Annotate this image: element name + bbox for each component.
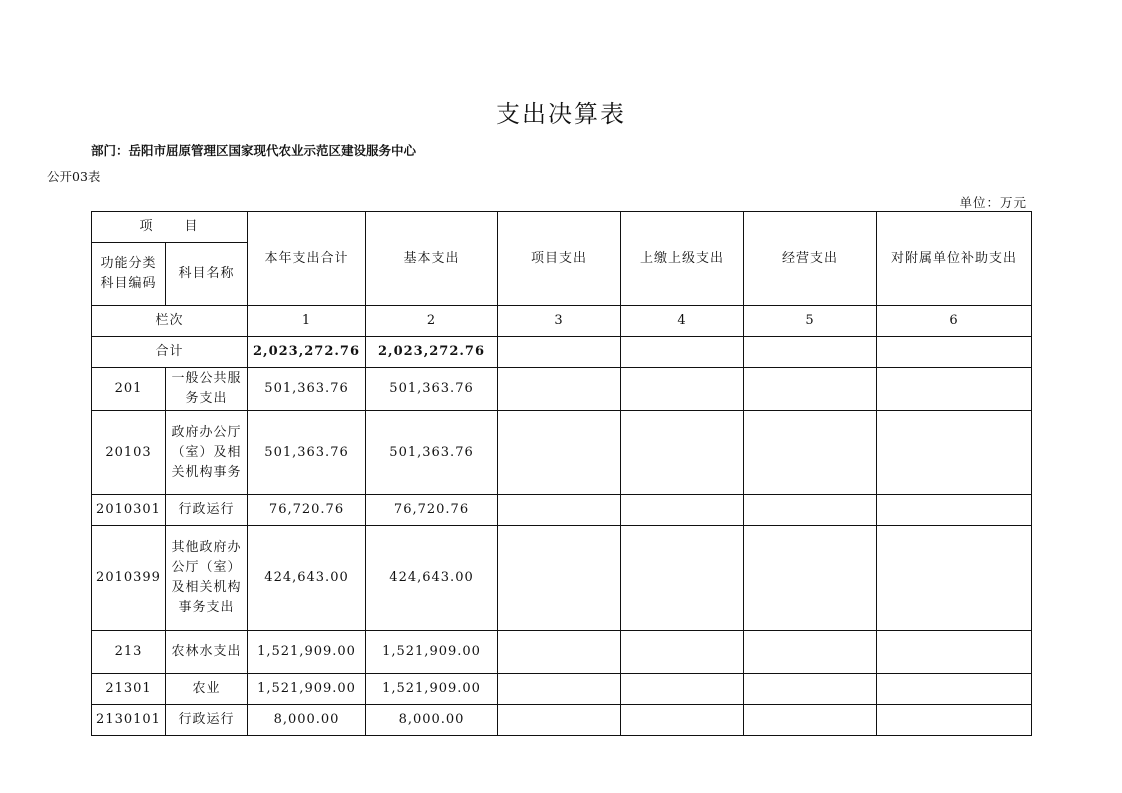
row-value: 501,363.76 (248, 411, 366, 495)
total-label: 合计 (92, 337, 248, 368)
total-value: 2,023,272.76 (366, 337, 498, 368)
total-row (92, 337, 1032, 368)
row-value (621, 526, 744, 631)
header-col-4: 上缴上级支出 (621, 212, 744, 306)
header-name: 科目名称 (166, 243, 248, 306)
row-value: 501,363.76 (366, 368, 498, 411)
row-value: 8,000.00 (366, 705, 498, 736)
header-col-6: 对附属单位补助支出 (877, 212, 1032, 306)
row-name: 农业 (166, 674, 248, 705)
total-value (621, 337, 744, 368)
expenditure-table (91, 211, 1032, 736)
row-code: 2010301 (92, 495, 166, 526)
row-label: 栏次 (92, 306, 248, 337)
table-row (92, 368, 1032, 411)
col-number: 4 (621, 306, 744, 337)
row-code: 21301 (92, 674, 166, 705)
table-row (92, 495, 1032, 526)
total-value (877, 337, 1032, 368)
row-name: 一般公共服务支出 (166, 368, 248, 411)
row-value (744, 526, 877, 631)
row-value (744, 631, 877, 674)
row-value (621, 674, 744, 705)
row-value (621, 495, 744, 526)
table-row (92, 411, 1032, 495)
col-number: 2 (366, 306, 498, 337)
header-col-1: 本年支出合计 (248, 212, 366, 306)
row-code: 20103 (92, 411, 166, 495)
row-value: 1,521,909.00 (248, 631, 366, 674)
row-value: 76,720.76 (248, 495, 366, 526)
row-value (498, 705, 621, 736)
row-value (877, 495, 1032, 526)
header-col-3: 项目支出 (498, 212, 621, 306)
header-col-5: 经营支出 (744, 212, 877, 306)
row-value (498, 411, 621, 495)
row-value (621, 705, 744, 736)
row-value: 424,643.00 (366, 526, 498, 631)
row-value (744, 674, 877, 705)
row-value: 501,363.76 (366, 411, 498, 495)
total-value: 2,023,272.76 (248, 337, 366, 368)
row-name: 政府办公厅（室）及相关机构事务 (166, 411, 248, 495)
row-value (498, 526, 621, 631)
row-value (877, 674, 1032, 705)
form-number: 公开03表 (47, 169, 101, 184)
row-name: 农林水支出 (166, 631, 248, 674)
header-item: 项 目 (92, 212, 248, 243)
row-code: 201 (92, 368, 166, 411)
row-value (498, 495, 621, 526)
row-value (744, 411, 877, 495)
row-code: 2010399 (92, 526, 166, 631)
table-row (92, 631, 1032, 674)
col-number: 1 (248, 306, 366, 337)
unit-label: 单位：万元 (959, 195, 1027, 210)
row-value (877, 705, 1032, 736)
col-number: 5 (744, 306, 877, 337)
row-value (621, 411, 744, 495)
row-value: 1,521,909.00 (366, 674, 498, 705)
header-row-top (92, 212, 1032, 243)
row-name: 行政运行 (166, 495, 248, 526)
col-number: 6 (877, 306, 1032, 337)
department-label: 部门：岳阳市屈原管理区国家现代农业示范区建设服务中心 (91, 143, 417, 158)
row-value (877, 368, 1032, 411)
row-code: 2130101 (92, 705, 166, 736)
row-value: 1,521,909.00 (248, 674, 366, 705)
total-value (744, 337, 877, 368)
table-row (92, 526, 1032, 631)
row-value: 424,643.00 (248, 526, 366, 631)
row-value (621, 631, 744, 674)
header-col-2: 基本支出 (366, 212, 498, 306)
row-value: 8,000.00 (248, 705, 366, 736)
table-row (92, 705, 1032, 736)
row-value (744, 705, 877, 736)
row-value (877, 526, 1032, 631)
col-number: 3 (498, 306, 621, 337)
row-value (621, 368, 744, 411)
row-value (744, 495, 877, 526)
row-value (498, 631, 621, 674)
row-name: 行政运行 (166, 705, 248, 736)
row-value (498, 674, 621, 705)
row-code: 213 (92, 631, 166, 674)
row-value (877, 631, 1032, 674)
row-value: 76,720.76 (366, 495, 498, 526)
page-title: 支出决算表 (496, 100, 626, 128)
total-value (498, 337, 621, 368)
row-value (498, 368, 621, 411)
row-value (877, 411, 1032, 495)
row-value: 501,363.76 (248, 368, 366, 411)
row-value (744, 368, 877, 411)
column-number-row (92, 306, 1032, 337)
row-value: 1,521,909.00 (366, 631, 498, 674)
table-row (92, 674, 1032, 705)
row-name: 其他政府办公厅（室）及相关机构事务支出 (166, 526, 248, 631)
header-code: 功能分类科目编码 (92, 243, 166, 306)
